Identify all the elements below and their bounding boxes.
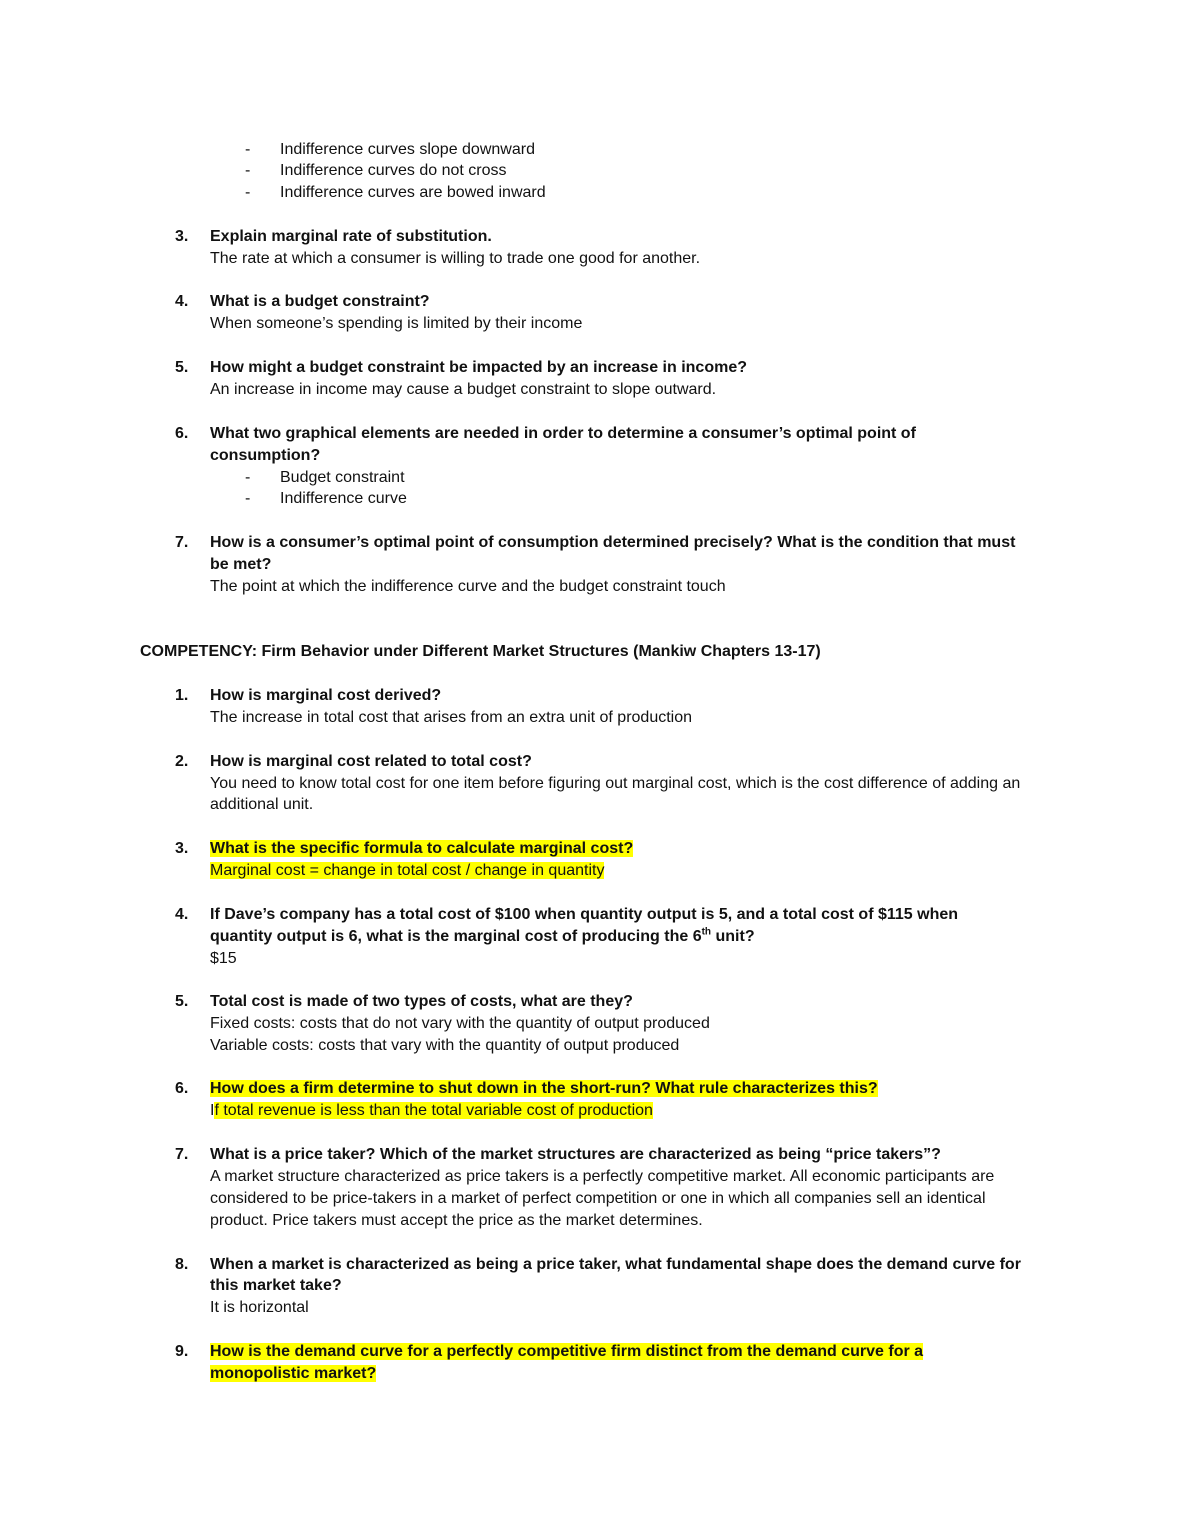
question-text: Explain marginal rate of substitution. bbox=[210, 228, 492, 245]
question-text: How is marginal cost related to total cost? bbox=[210, 753, 532, 770]
question-number: 1. bbox=[175, 687, 189, 704]
question-text: Total cost is made of two types of costs, what are they? bbox=[210, 993, 633, 1010]
question-text: What is a budget constraint? bbox=[210, 293, 430, 310]
question-text: When a market is characterized as being a price taker, what fundamental shape does the demand curve for bbox=[210, 1256, 1021, 1273]
bullet-item: Budget constraint bbox=[280, 469, 405, 486]
bullet-dash: - bbox=[245, 141, 251, 158]
question-text: What is a price taker? Which of the market structures are characterized as being “price takers”? bbox=[210, 1146, 941, 1163]
question-text: this market take? bbox=[210, 1277, 342, 1294]
answer-text: The point at which the indifference curve and the budget constraint touch bbox=[210, 578, 726, 595]
question-text: How might a budget constraint be impacted by an increase in income? bbox=[210, 359, 747, 376]
answer-text: When someone’s spending is limited by their income bbox=[210, 315, 583, 332]
highlighted-question-text: How is the demand curve for a perfectly competitive firm distinct from the demand curve for a bbox=[210, 1343, 924, 1360]
question-number: 6. bbox=[175, 1080, 189, 1097]
question-number: 3. bbox=[175, 228, 189, 245]
question-number: 3. bbox=[175, 840, 189, 857]
question-number: 5. bbox=[175, 359, 189, 376]
question-number: 7. bbox=[175, 534, 189, 551]
bullet-item: Indifference curves slope downward bbox=[280, 141, 535, 158]
ordinal-superscript: th bbox=[701, 926, 712, 938]
bullet-dash: - bbox=[245, 184, 251, 201]
question-number: 4. bbox=[175, 293, 189, 310]
answer-text: If total revenue is less than the total variable cost of production bbox=[210, 1102, 653, 1119]
question-number: 7. bbox=[175, 1146, 189, 1163]
answer-text: A market structure characterized as price takers is a perfectly competitive market. All economic participants are bbox=[210, 1168, 995, 1185]
question-number: 2. bbox=[175, 753, 189, 770]
question-text: If Dave’s company has a total cost of $100 when quantity output is 5, and a total cost of $115 when bbox=[210, 906, 959, 923]
highlighted-answer-text: f total revenue is less than the total variable cost of production bbox=[214, 1102, 653, 1119]
answer-text: additional unit. bbox=[210, 796, 314, 813]
question-text: What two graphical elements are needed in order to determine a consumer’s optimal point of bbox=[210, 425, 916, 442]
highlighted-question-text: What is the specific formula to calculate marginal cost? bbox=[210, 840, 634, 857]
question-text: consumption? bbox=[210, 447, 321, 464]
bullet-dash: - bbox=[245, 162, 251, 179]
bullet-dash: - bbox=[245, 490, 251, 507]
question-text: How is marginal cost derived? bbox=[210, 687, 442, 704]
answer-text: An increase in income may cause a budget constraint to slope outward. bbox=[210, 381, 717, 398]
answer-text: The rate at which a consumer is willing to trade one good for another. bbox=[210, 250, 701, 267]
question-number: 8. bbox=[175, 1256, 189, 1273]
question-text: quantity output is 6, what is the marginal cost of producing the 6th unit? bbox=[210, 926, 755, 945]
bullet-item: Indifference curves do not cross bbox=[280, 162, 507, 179]
highlighted-question-text: monopolistic market? bbox=[210, 1365, 377, 1382]
answer-text: $15 bbox=[210, 950, 237, 967]
answer-text: The increase in total cost that arises from an extra unit of production bbox=[210, 709, 693, 726]
question-number: 9. bbox=[175, 1343, 189, 1360]
answer-text: You need to know total cost for one item before figuring out marginal cost, which is the cost difference of adding an bbox=[210, 775, 1021, 792]
question-text: be met? bbox=[210, 556, 272, 573]
bullet-item: Indifference curve bbox=[280, 490, 407, 507]
answer-text: considered to be price-takers in a market of perfect competition or one in which all companies sell an identical bbox=[210, 1190, 986, 1207]
highlighted-answer-text: Marginal cost = change in total cost / change in quantity bbox=[210, 862, 605, 879]
question-text: How is a consumer’s optimal point of consumption determined precisely? What is the condition that must bbox=[210, 534, 1016, 551]
question-number: 4. bbox=[175, 906, 189, 923]
bullet-dash: - bbox=[245, 469, 251, 486]
question-number: 6. bbox=[175, 425, 189, 442]
answer-text: product. Price takers must accept the price as the market determines. bbox=[210, 1212, 703, 1229]
answer-text: Variable costs: costs that vary with the quantity of output produced bbox=[210, 1037, 680, 1054]
bullet-item: Indifference curves are bowed inward bbox=[280, 184, 546, 201]
answer-text: Fixed costs: costs that do not vary with the quantity of output produced bbox=[210, 1015, 710, 1032]
question-number: 5. bbox=[175, 993, 189, 1010]
highlighted-question-text: How does a firm determine to shut down in the short-run? What rule characterizes this? bbox=[210, 1080, 878, 1097]
competency-heading: COMPETENCY: Firm Behavior under Different Market Structures (Mankiw Chapters 13-17) bbox=[140, 643, 821, 660]
answer-text: It is horizontal bbox=[210, 1299, 309, 1316]
